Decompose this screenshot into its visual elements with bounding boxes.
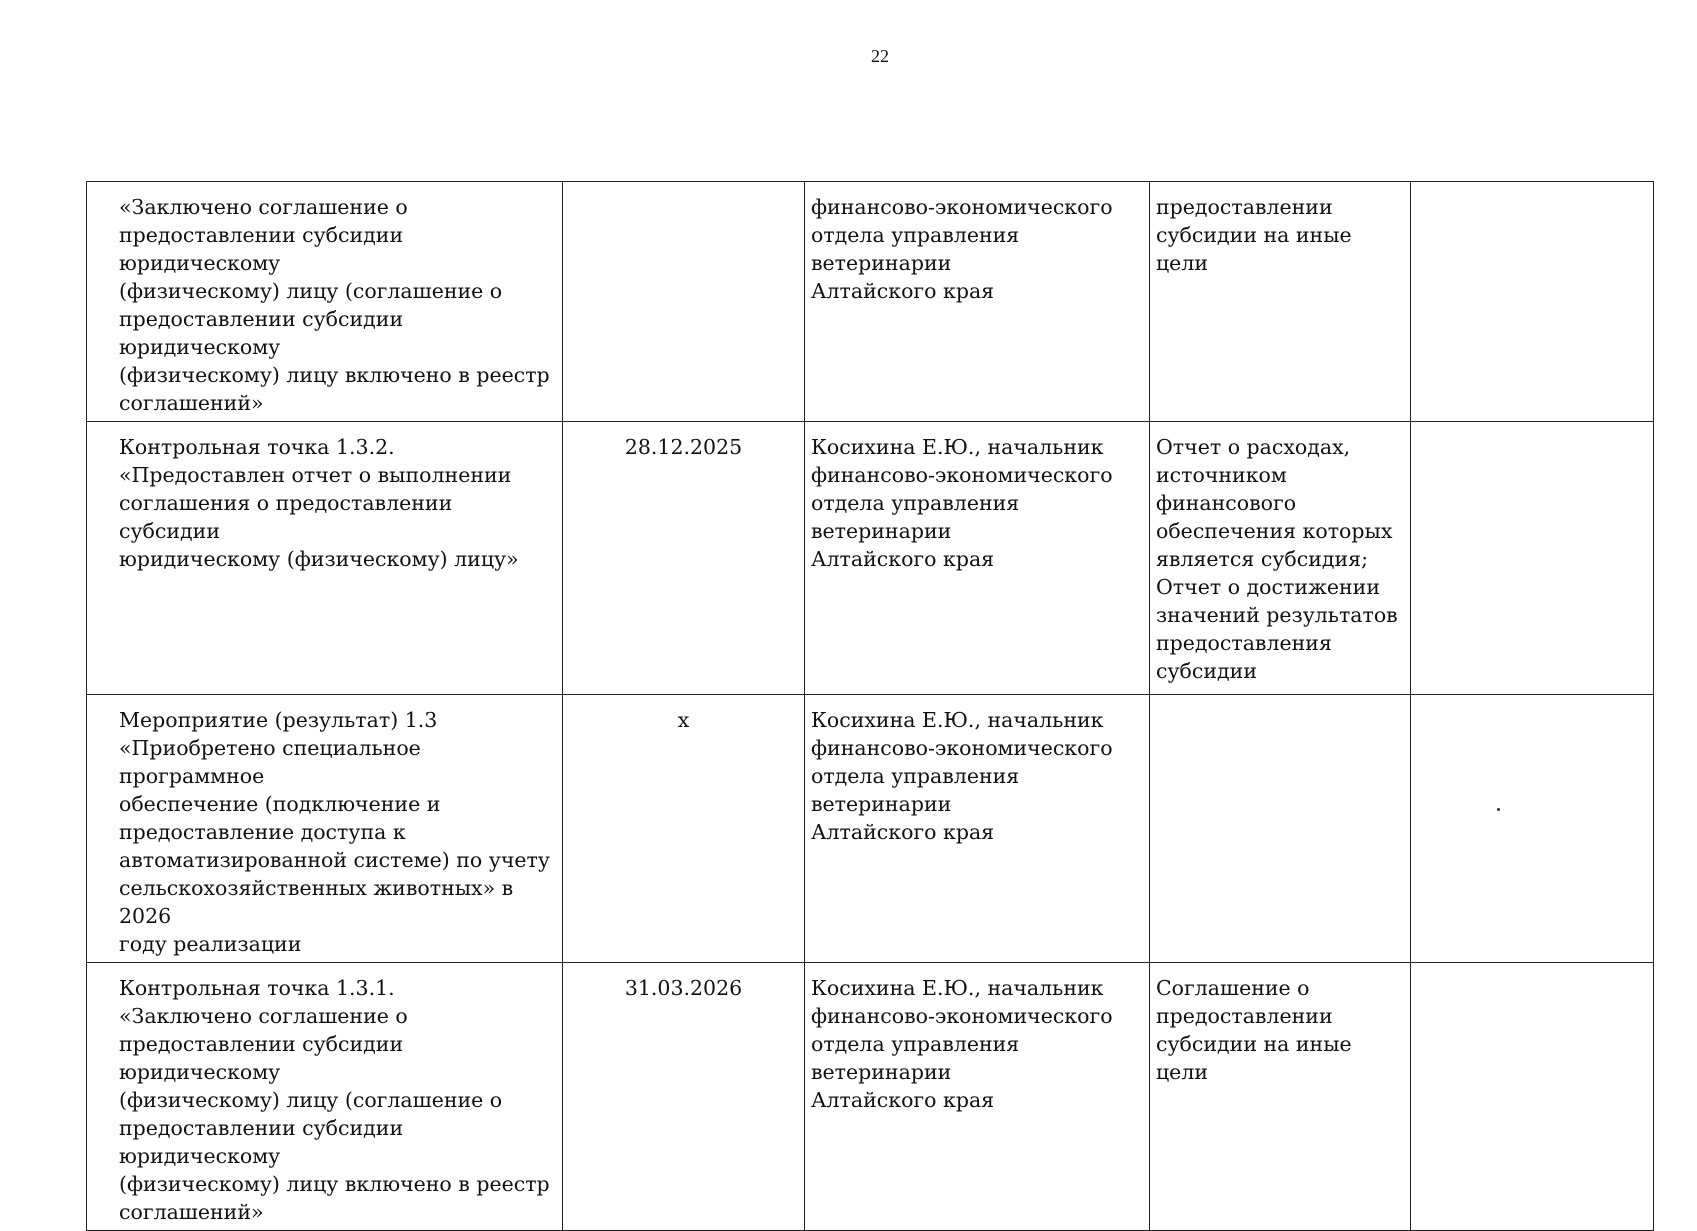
document-cell: предоставлении субсидии на иные цели — [1150, 182, 1411, 422]
extra-cell — [1411, 422, 1654, 695]
responsible-cell: финансово-экономического отдела управления ветеринарии Алтайского края — [805, 182, 1150, 422]
responsible-cell: Косихина Е.Ю., начальник финансово-экономического отдела управления ветеринарии Алтайского края — [805, 963, 1150, 1231]
extra-cell — [1411, 182, 1654, 422]
table-row — [87, 182, 1654, 422]
document-cell: Соглашение о предоставлении субсидии на иные цели — [1150, 963, 1411, 1231]
date-cell: х — [563, 695, 805, 963]
date-cell: 31.03.2026 — [563, 963, 805, 1231]
table-row — [87, 695, 1654, 963]
scan-speck — [1497, 808, 1500, 811]
plan-table — [86, 181, 1654, 1231]
description-cell: «Заключено соглашение о предоставлении субсидии юридическому (физическому) лицу (соглашение о предоставлении субсидии юридическому (физическому) лицу включено в реестр соглашений» — [87, 182, 563, 422]
date-cell — [563, 182, 805, 422]
table-row — [87, 963, 1654, 1231]
description-cell: Контрольная точка 1.3.1. «Заключено соглашение о предоставлении субсидии юридическому (физическому) лицу (соглашение о предоставлении субсидии юридическому (физическому) лицу включено в реестр соглашений» — [87, 963, 563, 1231]
description-cell: Мероприятие (результат) 1.3 «Приобретено специальное программное обеспечение (подключение и предоставление доступа к автоматизированной системе) по учету сельскохозяйственных животных» в 2026 году реализации — [87, 695, 563, 963]
extra-cell — [1411, 963, 1654, 1231]
table-row — [87, 422, 1654, 695]
document-cell: Отчет о расходах, источником финансового обеспечения которых является субсидия; Отчет о достижении значений результатов предоставления субсидии — [1150, 422, 1411, 695]
document-cell — [1150, 695, 1411, 963]
responsible-cell: Косихина Е.Ю., начальник финансово-экономического отдела управления ветеринарии Алтайского края — [805, 695, 1150, 963]
date-cell: 28.12.2025 — [563, 422, 805, 695]
responsible-cell: Косихина Е.Ю., начальник финансово-экономического отдела управления ветеринарии Алтайского края — [805, 422, 1150, 695]
page-number: 22 — [871, 46, 889, 66]
extra-cell — [1411, 695, 1654, 963]
description-cell: Контрольная точка 1.3.2. «Предоставлен отчет о выполнении соглашения о предоставлении субсидии юридическому (физическому) лицу» — [87, 422, 563, 695]
